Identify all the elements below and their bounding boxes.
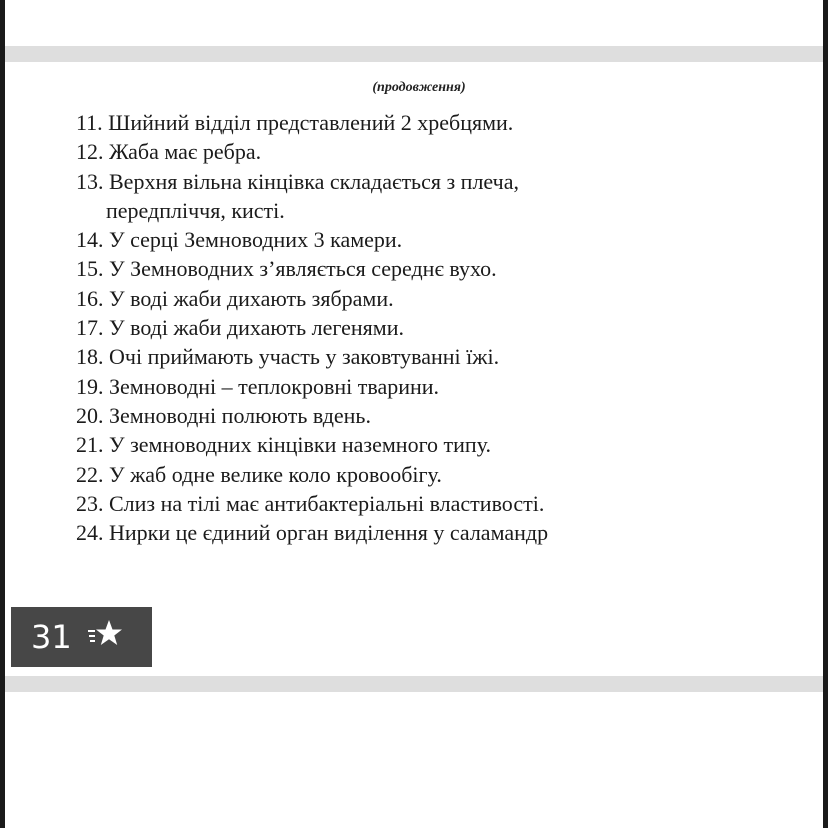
list-item: 23. Слиз на тілі має антибактеріальні властивості. [76, 490, 545, 516]
list-item: 18. Очі приймають участь у заковтуванні їжі. [76, 344, 500, 370]
list-item: 17. У воді жаби дихають легенями. [76, 315, 404, 341]
list-item: 14. У серці Земноводних 3 камери. [76, 227, 403, 253]
previous-page-fragment [5, 0, 823, 46]
list-item: 15. У Земноводних з’являється середнє вухо. [76, 256, 497, 282]
star-icon [88, 619, 122, 655]
list-item: 16. У воді жаби дихають зябрами. [76, 285, 394, 311]
list-item: 11. Шийний відділ представлений 2 хребцями. [76, 110, 514, 135]
continuation-label: (продовження) [372, 80, 466, 95]
list-item [76, 167, 796, 226]
list-item-continuation: передпліччя, кисті. [106, 197, 285, 223]
list-item: 20. Земноводні полюють вдень. [76, 402, 371, 428]
right-border [823, 0, 828, 828]
list-item: 12. Жаба має ребра. [76, 139, 262, 165]
list-item-text: 13. Верхня вільна кінцівка складається з плеча, [76, 168, 519, 194]
list-item: 22. У жаб одне велике коло кровообігу. [76, 461, 442, 487]
next-page-fragment [5, 692, 823, 828]
document-page [5, 62, 823, 676]
list-item: 21. У земноводних кінцівки наземного типу. [76, 432, 492, 458]
list-item: 24. Нирки це єдиний орган виділення у саламандр [76, 520, 549, 546]
points-badge[interactable] [11, 607, 152, 667]
points-count: 31 [31, 618, 72, 656]
list-item: 19. Земноводні – теплокровні тварини. [76, 373, 440, 399]
statement-list [76, 108, 796, 547]
